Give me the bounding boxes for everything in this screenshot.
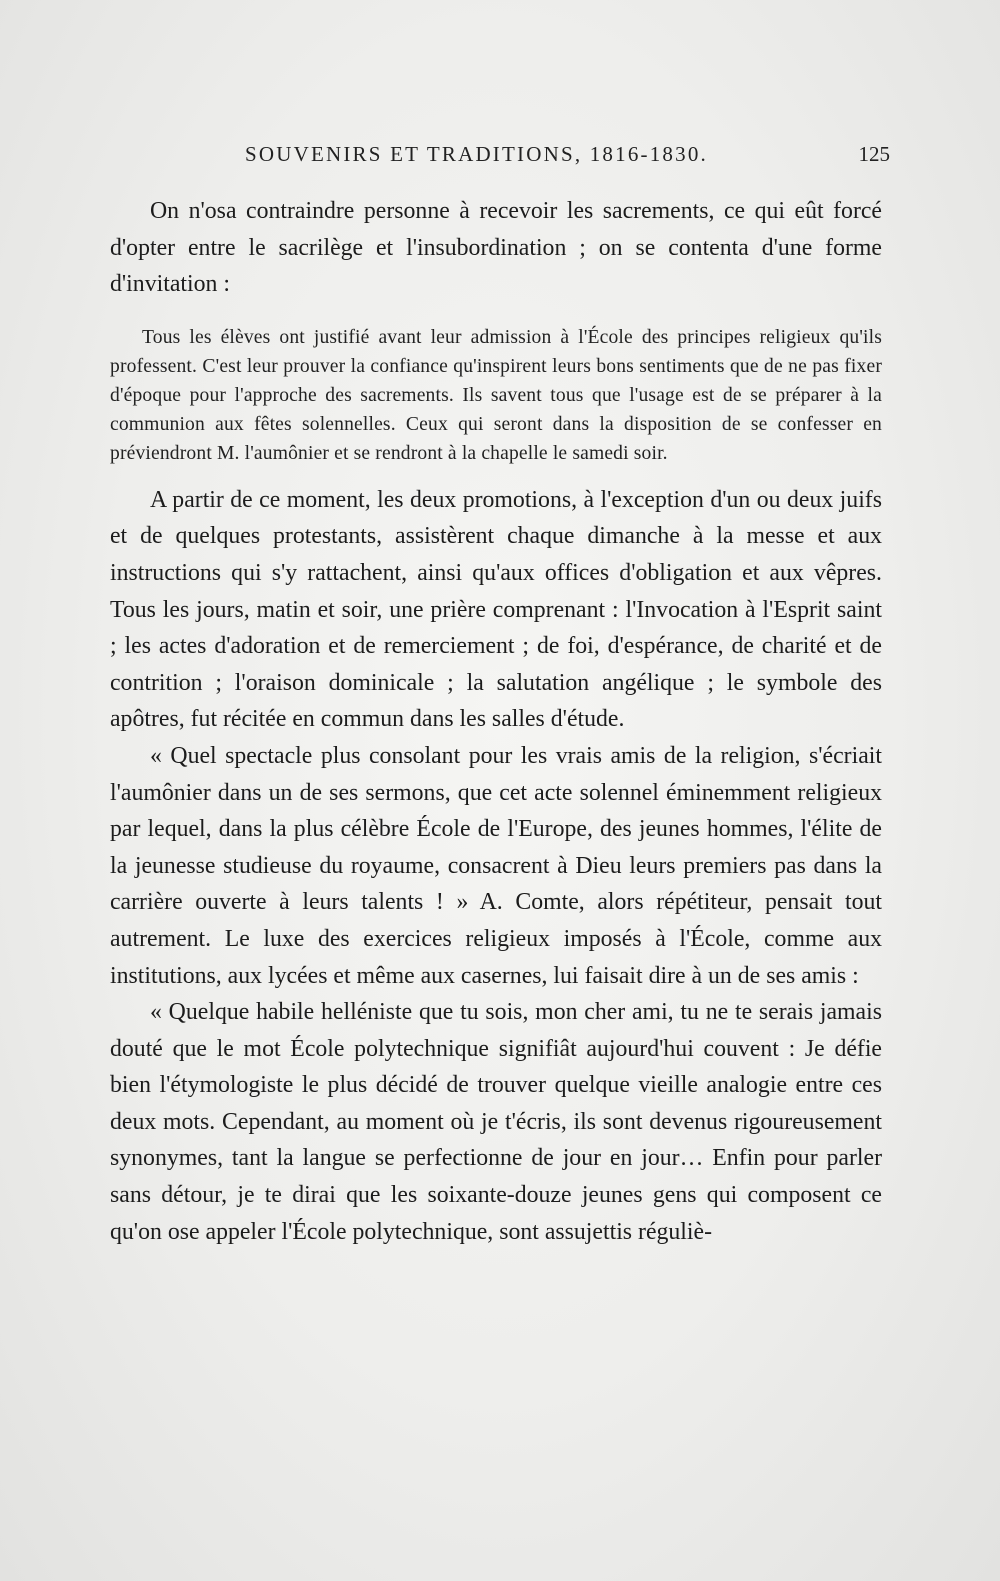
paragraph-chaplain-sermon: « Quel spectacle plus consolant pour les vrais amis de la religion, s'écriait l'aumônier dans un de ses sermons, que cet acte solennel éminemment religieux par lequel, dans la plus célèbre École de l'Europe, des jeunes hommes, l'élite de la jeunesse studieuse du royaume, consacrent à Dieu leurs premiers pas dans la carrière ouverte à leurs talents ! » A. Comte, alors répétiteur, pensait tout autrement. Le luxe des exercices religieux imposés à l'École, comme aux institutions, aux lycées et même aux casernes, lui faisait dire à un de ses amis : <box>110 742 882 989</box>
body-text <box>110 193 882 1250</box>
paragraph-religious-exercises: A partir de ce moment, les deux promotions, à l'exception d'un ou deux juifs et de quelques protestants, assistèrent chaque dimanche à la messe et aux instructions qui s'y rattachent, ainsi qu'aux offices d'obligation et aux vêpres. Tous les jours, matin et soir, une prière comprenant : l'Invocation à l'Esprit saint ; les actes d'adoration et de remerciement ; de foi, d'espérance, de charité et de contrition ; l'oraison dominicale ; la salutation angélique ; le symbole des apôtres, fut récitée en commun dans les salles d'étude. <box>110 486 882 733</box>
paragraph-comte-letter: « Quelque habile helléniste que tu sois, mon cher ami, tu ne te serais jamais douté que le mot École polytechnique signifiât aujourd'hui couvent : Je défie bien l'étymologiste le plus décidé de trouver quelque vieille analogie entre ces deux mots. Cependant, au moment où je t'écris, ils sont devenus rigoureusement synonymes, tant la langue se perfectionne de jour en jour… Enfin pour parler sans détour, je te dirai que les soixante-douze jeunes gens qui composent ce qu'on ose appeler l'École polytechnique, sont assujettis réguliè- <box>110 999 882 1245</box>
page-number: 125 <box>858 142 890 166</box>
running-head <box>110 142 890 172</box>
quoted-notice: Tous les élèves ont justifié avant leur admission à l'École des principes religieux qu'ils professent. C'est leur prouver la confiance qu'inspirent leurs bons sentiments que de ne pas fixer d'époque pour l'approche des sacrements. Ils savent tous que l'usage est de se préparer à la communion aux fêtes solennelles. Ceux qui seront dans la disposition de se confesser en préviendront M. l'aumônier et se rendront à la chapelle le samedi soir. <box>110 326 882 464</box>
paragraph-sacraments: On n'osa contraindre personne à recevoir les sacrements, ce qui eût forcé d'opter entre le sacrilège et l'insubordination ; on se contenta d'une forme d'invitation : <box>110 198 882 298</box>
running-title: SOUVENIRS ET TRADITIONS, 1816-1830. <box>245 142 708 166</box>
